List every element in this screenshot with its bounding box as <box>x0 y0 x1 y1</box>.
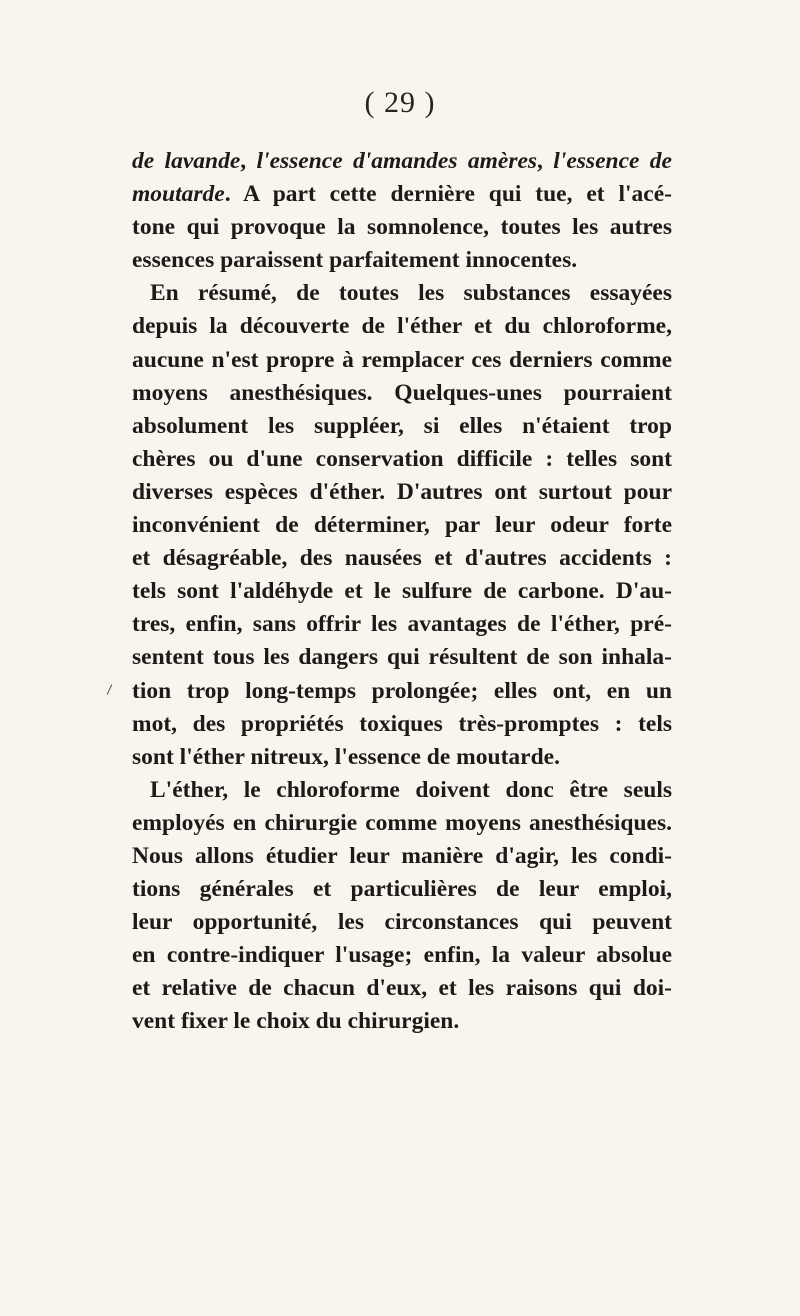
text-line: moutarde. A part cette dernière qui tue, et l'acé- <box>132 181 672 208</box>
text-line: chères ou d'une conservation difficile : telles sont <box>132 445 672 472</box>
text-line: et relative de chacun d'eux, et les raisons qui doi- <box>132 975 672 1002</box>
text-line: tions générales et particulières de leur emploi, <box>132 876 672 903</box>
text-line: En résumé, de toutes les substances essayées <box>150 280 672 307</box>
text-line: moyens anesthésiques. Quelques-unes pourraient <box>132 379 672 406</box>
text-line: depuis la découverte de l'éther et du chloroforme, <box>132 313 672 340</box>
text-line: en contre-indiquer l'usage; enfin, la valeur absolue <box>132 942 672 969</box>
text-line: Nous allons étudier leur manière d'agir, les condi- <box>132 842 672 869</box>
text-line: sentent tous les dangers qui résultent de son inhala- <box>132 644 672 671</box>
page-number: ( 29 ) <box>364 86 436 119</box>
text-line: sont l'éther nitreux, l'essence de moutarde. <box>132 743 560 770</box>
text-line: essences paraissent parfaitement innocentes. <box>132 247 578 274</box>
text-line: tels sont l'aldéhyde et le sulfure de carbone. D'au- <box>132 578 672 605</box>
text-line: tion trop long-temps prolongée; elles ont, en un <box>132 677 672 704</box>
text-line: leur opportunité, les circonstances qui peuvent <box>132 909 672 936</box>
text-line: absolument les suppléer, si elles n'étaient trop <box>132 412 672 439</box>
text-line: diverses espèces d'éther. D'autres ont surtout pour <box>132 478 672 505</box>
text-line: vent fixer le choix du chirurgien. <box>132 1008 460 1035</box>
text-line: aucune n'est propre à remplacer ces derniers comme <box>132 346 672 373</box>
body-text <box>132 145 672 1039</box>
text-line: L'éther, le chloroforme doivent donc être seuls <box>150 776 672 803</box>
text-line: de lavande, l'essence d'amandes amères, l'essence de <box>132 148 672 174</box>
text-line: employés en chirurgie comme moyens anesthésiques. <box>132 809 672 836</box>
text-line: tone qui provoque la somnolence, toutes les autres <box>132 214 672 241</box>
margin-mark <box>107 684 113 694</box>
text-line: tres, enfin, sans offrir les avantages de l'éther, pré- <box>132 611 672 638</box>
text-line: inconvénient de déterminer, par leur odeur forte <box>132 512 672 539</box>
text-line: mot, des propriétés toxiques très-promptes : tels <box>132 710 672 737</box>
text-line: et désagréable, des nausées et d'autres accidents : <box>132 545 672 572</box>
